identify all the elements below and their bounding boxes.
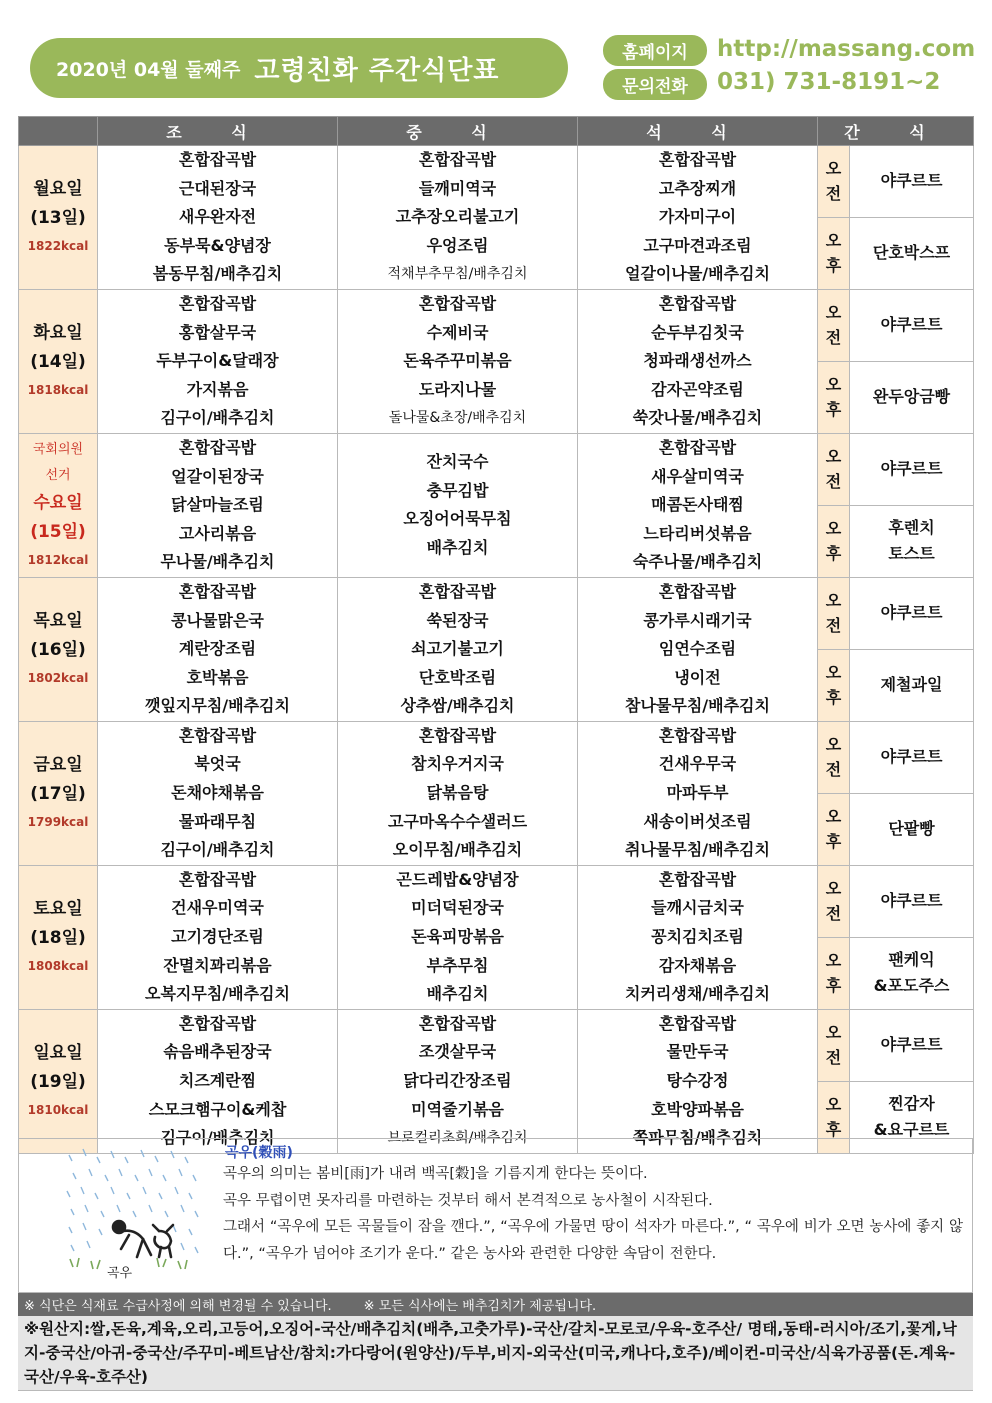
breakfast-cell (98, 433, 338, 577)
snack-am-item: 야쿠르트 (880, 747, 943, 767)
menu-item: 브로컬리초회/배추김치 (387, 1130, 528, 1147)
origin-info: ※원산지:쌀,돈육,계육,오리,고등어,오징어-국산/배추김치(배추,고춧가루)-국산/갈치-모로코/우육-호주산/ 명태,동태-러시아/조기,꽃게,낙지-중국산/아귀-중국산/주꾸미-베트남산/참치:가다랑어(원양산)/두부,비지-외국산(미국,캐나다,호주)/베이컨-미국산/식육가공품(돈.계육-국산/우육-호주산) (18, 1316, 973, 1390)
slot-char: 후 (825, 976, 842, 996)
menu-item: 새우완자전 (178, 207, 257, 227)
menu-item: 혼합잡곡밥 (658, 437, 737, 457)
menu-item: 청파래생선까스 (643, 351, 752, 371)
day-date: (16일) (30, 640, 86, 661)
snack-pm-item: &요구르트 (873, 1120, 950, 1140)
menu-item: 취나물무침/배추김치 (625, 840, 770, 860)
menu-item: 임연수조림 (658, 639, 737, 659)
menu-item: 혼합잡곡밥 (178, 150, 257, 169)
day-cell (19, 433, 98, 577)
day-kcal: 1799kcal (27, 815, 89, 830)
menu-item: 혼합잡곡밥 (418, 1013, 497, 1033)
menu-item: 혼합잡곡밥 (418, 581, 497, 601)
menu-item: 순두부김칫국 (651, 322, 744, 342)
menu-item: 감자채볶음 (658, 955, 737, 975)
day-name: 화요일 (33, 323, 83, 344)
menu-item: 조갯살무국 (418, 1042, 497, 1062)
day-date: (15일) (30, 522, 86, 543)
slot-char: 오 (825, 1095, 842, 1115)
slot-am-label (818, 1009, 850, 1081)
slot-char: 전 (825, 904, 842, 924)
menu-item: 고구마견과조림 (643, 235, 752, 255)
menu-item: 들깨미역국 (418, 178, 497, 198)
slot-pm-label (818, 217, 850, 289)
gogu-paragraph: 곡우 무렵이면 못자리를 마련하는 것부터 해서 본격적으로 농사철이 시작된다. (223, 1192, 713, 1209)
day-kcal: 1808kcal (27, 959, 89, 974)
menu-item: 오복지무침/배추김치 (145, 984, 290, 1004)
notice-bar (18, 1293, 973, 1316)
menu-item: 봄동무침/배추김치 (152, 264, 283, 284)
slot-char: 오 (825, 375, 842, 395)
breakfast-cell (98, 721, 338, 865)
holiday-note: 국회의원 (32, 442, 84, 458)
menu-item: 상추쌈/배추김치 (400, 696, 515, 716)
slot-char: 전 (825, 616, 842, 636)
day-row (19, 721, 974, 793)
day-date: (19일) (30, 1072, 86, 1093)
lunch-cell (338, 146, 578, 290)
day-kcal: 1818kcal (27, 383, 89, 398)
day-name: 금요일 (33, 755, 83, 776)
title-banner (30, 38, 568, 98)
day-cell (19, 721, 98, 865)
notice-kimchi: ※ 모든 식사에는 배추김치가 제공됩니다. (363, 1299, 597, 1314)
menu-item: 콩가루시래기국 (643, 610, 752, 630)
snack-am-cell (850, 146, 974, 218)
dinner-cell (578, 577, 818, 721)
slot-am-label (818, 721, 850, 793)
menu-item: 혼합잡곡밥 (418, 725, 497, 745)
phone-tag: 문의전화 (603, 69, 707, 100)
art-caption: 곡우 (107, 1266, 133, 1281)
lunch-cell (338, 289, 578, 433)
slot-am-label (818, 865, 850, 937)
menu-item: 콩나물맑은국 (171, 610, 264, 630)
day-name: 토요일 (33, 899, 83, 920)
menu-item: 혼합잡곡밥 (178, 437, 257, 457)
slot-char: 오 (825, 735, 842, 755)
day-kcal: 1810kcal (27, 1103, 89, 1118)
menu-item: 치즈계란찜 (178, 1071, 257, 1090)
snack-am-item: 야쿠르트 (880, 315, 943, 335)
slot-pm-label (818, 937, 850, 1009)
snack-pm-item: 팬케익 (888, 950, 935, 970)
dinner-cell (578, 1009, 818, 1153)
menu-item: 오이무침/배추김치 (392, 840, 523, 860)
day-kcal: 1812kcal (27, 553, 89, 568)
day-row (19, 577, 974, 649)
day-name: 수요일 (33, 493, 83, 514)
menu-item: 수제비국 (426, 322, 489, 342)
page-title: 고령친화 주간식단표 (254, 55, 500, 86)
slot-char: 후 (825, 832, 842, 852)
snack-pm-item: 후렌치 (888, 518, 935, 538)
menu-item: 계란장조림 (178, 639, 257, 659)
snack-pm-cell (850, 505, 974, 577)
snack-pm-item: 제철과일 (880, 675, 943, 695)
day-row (19, 1009, 974, 1081)
day-row (19, 865, 974, 937)
snack-pm-item: &포도주스 (873, 976, 950, 996)
slot-am-label (818, 577, 850, 649)
snack-pm-cell (850, 217, 974, 289)
slot-am-label (818, 289, 850, 361)
menu-item: 물만두국 (666, 1042, 729, 1062)
dinner-cell (578, 433, 818, 577)
menu-item: 건새우미역국 (171, 898, 264, 918)
day-date: (14일) (30, 352, 86, 373)
menu-item: 고추장오리불고기 (395, 207, 520, 227)
snack-am-cell (850, 865, 974, 937)
menu-item: 돈육주꾸미볶음 (403, 351, 512, 371)
menu-item: 혼합잡곡밥 (658, 293, 737, 313)
slot-char: 오 (825, 303, 842, 323)
day-date: (17일) (30, 784, 86, 805)
menu-item: 참나물무침/배추김치 (625, 696, 770, 716)
menu-item: 잔멸치꽈리볶음 (163, 955, 272, 975)
day-kcal: 1802kcal (27, 671, 89, 686)
snack-pm-cell (850, 793, 974, 865)
dinner-cell (578, 146, 818, 290)
menu-item: 냉이전 (674, 667, 721, 687)
menu-item: 잔치국수 (426, 452, 489, 472)
slot-pm-label (818, 505, 850, 577)
menu-item: 혼합잡곡밥 (178, 725, 257, 745)
day-name: 월요일 (33, 179, 83, 200)
menu-item: 김구이/배추김치 (160, 1128, 275, 1148)
snack-am-item: 야쿠르트 (880, 891, 943, 911)
menu-item: 참치우거지국 (411, 754, 504, 774)
snack-am-cell (850, 1009, 974, 1081)
lunch-cell (338, 721, 578, 865)
snack-pm-cell (850, 361, 974, 433)
snack-am-item: 야쿠르트 (880, 459, 943, 479)
menu-item: 꽁치김치조림 (651, 927, 744, 947)
lunch-header: 중 식 (338, 117, 578, 146)
menu-item: 곤드레밥&양념장 (396, 869, 519, 889)
menu-item: 혼합잡곡밥 (178, 869, 257, 889)
day-name: 목요일 (33, 611, 83, 632)
dinner-cell (578, 721, 818, 865)
snack-pm-cell (850, 937, 974, 1009)
breakfast-cell (98, 146, 338, 290)
farmer-in-rain-illustration (63, 1145, 203, 1285)
menu-item: 돌나물&초장/배추김치 (388, 410, 527, 427)
lunch-cell (338, 433, 578, 577)
holiday-note: 선거 (45, 468, 71, 484)
gogu-body (223, 1161, 963, 1267)
menu-item: 혼합잡곡밥 (658, 1013, 737, 1033)
day-cell (19, 289, 98, 433)
dinner-cell (578, 289, 818, 433)
lunch-cell (338, 577, 578, 721)
menu-item: 얼갈이된장국 (171, 466, 264, 486)
day-cell (19, 146, 98, 290)
bottom-rule (18, 1390, 973, 1391)
slot-char: 전 (825, 472, 842, 492)
menu-item: 근대된장국 (178, 178, 257, 198)
notice-change: ※ 식단은 식재료 수급사정에 의해 변경될 수 있습니다. (24, 1299, 332, 1314)
menu-item: 혼합잡곡밥 (178, 293, 257, 313)
slot-char: 오 (825, 879, 842, 899)
menu-item: 혼합잡곡밥 (178, 1013, 257, 1033)
gogu-heading: 곡우(穀雨) (225, 1145, 293, 1161)
menu-item: 쪽파무침/배추김치 (632, 1128, 763, 1148)
menu-item: 충무김밥 (426, 480, 489, 500)
breakfast-header: 조 식 (98, 117, 338, 146)
slot-char: 후 (825, 400, 842, 420)
menu-item: 물파래무침 (178, 811, 257, 831)
snack-am-cell (850, 289, 974, 361)
menu-item: 도라지나물 (418, 379, 497, 399)
day-cell (19, 577, 98, 721)
menu-item: 무나물/배추김치 (160, 552, 275, 572)
slot-pm-label (818, 793, 850, 865)
slot-char: 오 (825, 231, 842, 251)
menu-item: 호박볶음 (186, 667, 249, 687)
menu-item: 느타리버섯볶음 (643, 523, 752, 543)
slot-pm-label (818, 361, 850, 433)
menu-item: 새우살미역국 (651, 466, 744, 486)
menu-item: 치커리생채/배추김치 (625, 984, 770, 1004)
slot-char: 전 (825, 184, 842, 204)
snack-pm-item: 완두앙금빵 (872, 387, 951, 407)
menu-item: 고기경단조림 (171, 927, 264, 947)
slot-am-label (818, 146, 850, 218)
menu-item: 북엇국 (194, 754, 241, 774)
snack-pm-item: 단팥빵 (888, 819, 935, 839)
menu-item: 쑥된장국 (426, 610, 489, 630)
day-cell (19, 865, 98, 1009)
day-kcal: 1822kcal (27, 239, 89, 254)
menu-item: 스모크햄구이&케찹 (148, 1099, 287, 1119)
menu-item: 건새우무국 (658, 754, 737, 774)
snack-pm-cell (850, 649, 974, 721)
menu-item: 두부구이&달래장 (156, 351, 279, 371)
menu-item: 감자곤약조림 (651, 379, 744, 399)
gogu-paragraph: 곡우의 의미는 봄비[雨]가 내려 백곡[穀]을 기름지게 한다는 뜻이다. (223, 1166, 648, 1182)
menu-item: 고구마옥수수샐러드 (387, 811, 528, 831)
day-row (19, 433, 974, 505)
slot-char: 전 (825, 760, 842, 780)
slot-char: 오 (825, 807, 842, 827)
menu-item: 쇠고기불고기 (411, 639, 504, 659)
slot-char: 후 (825, 1120, 842, 1140)
lunch-cell (338, 1009, 578, 1153)
menu-item: 혼합잡곡밥 (658, 725, 737, 745)
menu-item: 혼합잡곡밥 (658, 150, 737, 169)
menu-item: 배추김치 (426, 538, 489, 558)
slot-char: 후 (825, 256, 842, 276)
menu-item: 미더덕된장국 (411, 898, 504, 918)
menu-item: 탕수강정 (666, 1071, 729, 1090)
weekly-menu-table (18, 116, 974, 1154)
menu-item: 혼합잡곡밥 (418, 293, 497, 313)
slot-char: 후 (825, 688, 842, 708)
phone-number: 031) 731-8191~2 (717, 69, 941, 95)
day-date: (13일) (30, 208, 86, 229)
gogu-paragraph: 그래서 “곡우에 모든 곡물들이 잠을 깬다.”, “곡우에 가물면 땅이 석자가 마른다.”, “ 곡우에 비가 오면 농사에 좋지 않다.”, “곡우가 넘어야 조기가 운다.” 같은 농사와 관련한 다양한 속담이 전한다. (223, 1219, 963, 1262)
menu-item: 새송이버섯조림 (643, 811, 752, 831)
week-label: 2020년 04월 둘째주 (56, 58, 241, 81)
menu-item: 닭살마늘조림 (171, 495, 264, 515)
slot-am-label (818, 433, 850, 505)
corner-header (19, 117, 98, 146)
slot-char: 오 (825, 951, 842, 971)
menu-item: 호박양파볶음 (651, 1099, 744, 1119)
gogu-section (18, 1138, 973, 1293)
menu-item: 닭다리간장조림 (403, 1071, 512, 1090)
menu-item: 동부묵&양념장 (164, 235, 271, 255)
menu-item: 우엉조림 (426, 235, 489, 255)
breakfast-cell (98, 865, 338, 1009)
breakfast-cell (98, 289, 338, 433)
homepage-link[interactable]: http://massang.com (717, 36, 976, 62)
menu-item: 숙주나물/배추김치 (632, 552, 763, 572)
lunch-cell (338, 865, 578, 1009)
menu-item: 마파두부 (666, 783, 729, 803)
snack-am-cell (850, 577, 974, 649)
menu-item: 쑥갓나물/배추김치 (632, 408, 763, 428)
slot-char: 오 (825, 159, 842, 179)
snack-am-cell (850, 433, 974, 505)
table-header-row (19, 117, 974, 146)
menu-item: 혼합잡곡밥 (658, 869, 737, 889)
slot-char: 전 (825, 1048, 842, 1068)
snack-pm-item: 찐감자 (888, 1094, 935, 1114)
snack-am-item: 야쿠르트 (880, 603, 943, 623)
menu-item: 돈채야채볶음 (171, 783, 264, 803)
menu-item: 돈육피망볶음 (411, 927, 504, 947)
day-date: (18일) (30, 928, 86, 949)
menu-item: 김구이/배추김치 (160, 840, 275, 860)
menu-item: 들깨시금치국 (651, 898, 744, 918)
day-cell (19, 1009, 98, 1153)
menu-item: 단호박조림 (418, 667, 497, 687)
snack-am-item: 야쿠르트 (880, 1035, 943, 1055)
menu-item: 닭볶음탕 (426, 783, 489, 803)
menu-item: 홍합살무국 (178, 322, 257, 342)
dinner-cell (578, 865, 818, 1009)
dinner-header: 석 식 (578, 117, 818, 146)
day-row (19, 289, 974, 361)
day-name: 일요일 (33, 1043, 83, 1064)
slot-char: 오 (825, 663, 842, 683)
menu-item: 적채부추무침/배추김치 (387, 266, 528, 283)
menu-item: 혼합잡곡밥 (178, 581, 257, 601)
slot-pm-label (818, 649, 850, 721)
slot-char: 오 (825, 1023, 842, 1043)
menu-item: 가자미구이 (658, 207, 737, 227)
menu-item: 깻잎지무침/배추김치 (145, 696, 290, 716)
slot-char: 오 (825, 447, 842, 467)
breakfast-cell (98, 577, 338, 721)
menu-item: 얼갈이나물/배추김치 (625, 264, 770, 284)
menu-item: 미역줄기볶음 (411, 1099, 504, 1119)
snack-am-item: 야쿠르트 (880, 171, 943, 191)
slot-char: 오 (825, 519, 842, 539)
menu-item: 고추장찌개 (658, 178, 737, 198)
slot-char: 후 (825, 544, 842, 564)
homepage-tag: 홈페이지 (603, 35, 707, 66)
snack-pm-item: 토스트 (888, 544, 935, 564)
menu-item: 솎음배추된장국 (163, 1042, 272, 1062)
menu-item: 오징어어묵무침 (403, 509, 512, 529)
menu-item: 부추무침 (426, 955, 489, 975)
slot-char: 오 (825, 591, 842, 611)
day-row (19, 146, 974, 218)
menu-item: 고사리볶음 (178, 523, 257, 543)
snack-header: 간 식 (818, 117, 974, 146)
menu-item: 혼합잡곡밥 (658, 581, 737, 601)
menu-item: 가지볶음 (186, 379, 249, 399)
snack-am-cell (850, 721, 974, 793)
menu-item: 김구이/배추김치 (160, 408, 275, 428)
snack-pm-item: 단호박스프 (872, 243, 951, 263)
menu-item: 매콤돈사태찜 (651, 495, 744, 515)
menu-item: 배추김치 (426, 984, 489, 1004)
menu-item: 혼합잡곡밥 (418, 150, 497, 169)
breakfast-cell (98, 1009, 338, 1153)
slot-char: 전 (825, 328, 842, 348)
